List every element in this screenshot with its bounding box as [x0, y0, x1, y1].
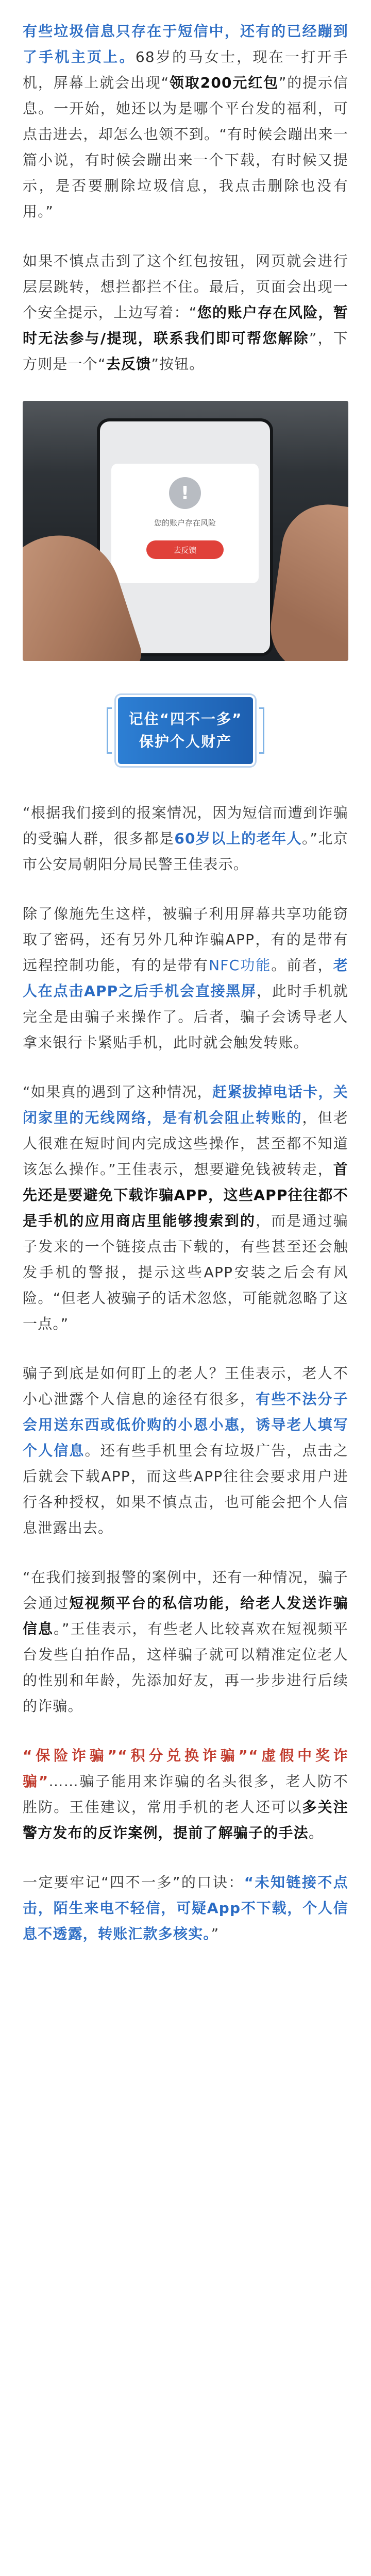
body-text: 如果不慎点击到了这个红包按钮，网页就会进行层层跳转，想拦都拦不住。最后，页面会出现一个安全提示，上边写着：“: [23, 252, 348, 321]
body-text: 。”王佳表示，有些老人比较喜欢在短视频平台发些自拍作品，这样骗子就可以精准定位老人的性别和年龄，先添加好友，再一步步进行后续的诈骗。: [23, 1620, 348, 1715]
bold-text: 短视频平台的私信功能，给老人发送诈骗信息: [23, 1595, 348, 1637]
paragraph-risk-prompt: [23, 248, 348, 377]
bold-text: 领取200元红包: [169, 74, 279, 91]
phone-photo: [23, 401, 348, 661]
paragraph-fraud-apps: [23, 901, 348, 1056]
body-text: 。还有些手机里会有垃圾广告，点击之后就会下载APP，而这些APP往往会要求用户进行各种授权，如果不慎点击，也可能会把个人信息泄露出去。: [23, 1442, 348, 1536]
body-text: ，但老人很难在短时间内完成这些操作，甚至都不知道该怎么操作。”王佳表示，想要避免钱被转走，: [23, 1109, 348, 1178]
body-text: “根据我们接到的报案情况，因为短信而遭到诈骗的受骗人群，很多都是: [23, 804, 348, 847]
paragraph-stop-transfer: [23, 1079, 348, 1337]
body-text: 除了像施先生这样，被骗子利用屏幕共享功能窃取了密码，还有另外几种诈骗APP，有的是带有远程控制功能，有的是带有: [23, 905, 348, 974]
body-text: 。: [308, 1824, 324, 1841]
paragraph-motto: [23, 1870, 348, 1947]
body-text: “在我们接到报警的案例中，还有一种情况，骗子会通过: [23, 1569, 348, 1612]
body-text: ，此时手机就完全是由骗子来操作了。后者，骗子会诱导老人拿来银行卡紧贴手机，此时就会触发转账。: [23, 982, 349, 1051]
body-text: 。前者，: [271, 957, 333, 974]
risk-dialog: [111, 464, 259, 583]
body-text: ……骗子能用来诈骗的名头很多，老人防不胜防。王佳建议，常用手机的老人还可以: [23, 1773, 348, 1816]
body-text: 。”北京市公安局朝阳分局民警王佳表示。: [23, 830, 348, 873]
body-text: 骗子到底是如何盯上的老人？王佳表示，老人不小心泄露个人信息的途径有很多，: [23, 1365, 348, 1408]
heading-line-1: 记住“四不一多”: [128, 710, 243, 727]
bracket-left-decoration: [107, 707, 112, 754]
section-heading-badge: [118, 697, 253, 764]
bold-text: 多关注警方发布的反诈案例，提前了解骗子的手法: [23, 1799, 348, 1841]
bracket-right-decoration: [259, 707, 264, 754]
bold-text: 您的账户存在风险，暂时无法参与/提现，联系我们即可帮您解除: [23, 304, 348, 347]
bold-text: 首先还是要避免下载诈骗APP，这些APP往往都不是手机的应用商店里能够搜索到的: [23, 1161, 348, 1229]
paragraph-victims: [23, 800, 348, 877]
warning-icon: !: [169, 477, 201, 509]
risk-dialog-text: 您的账户存在风险: [154, 518, 216, 528]
scam-types-text: “保险诈骗”“积分兑换诈骗”“虚假中奖诈骗”: [23, 1747, 348, 1790]
body-text: 一定要牢记“四不一多”的口诀：: [23, 1874, 244, 1891]
nfc-link[interactable]: NFC功能: [209, 957, 272, 974]
highlight-text: 赶紧拔掉电话卡，关闭家里的无线网络，是有机会阻止转账的: [23, 1083, 348, 1126]
highlight-text: 有些垃圾信息只存在于短信中，还有的已经蹦到了手机主页上。: [23, 23, 348, 65]
highlight-text: 60岁以上的老年人: [174, 830, 302, 847]
body-text: ”，下方则是一个“: [23, 330, 348, 372]
body-text: 68岁的马女士，现在一打开手机，屏幕上就会出现“: [23, 48, 348, 91]
body-text: ”: [211, 1925, 220, 1942]
body-text: “如果真的遇到了这种情况，: [23, 1083, 213, 1100]
body-text: ”的提示信息。一开始，她还以为是哪个平台发的福利，可点击进去，却怎么也领不到。“有时候会蹦出来一篇小说，有时候会蹦出来一个下载，有时候又提示，是否要删除垃圾信息，我点击删除也没有用。”: [23, 74, 348, 220]
highlight-text: “未知链接不点击，陌生来电不轻信，可疑App不下载，个人信息不透露，转账汇款多核实。: [23, 1874, 348, 1942]
paragraph-short-video: [23, 1565, 348, 1719]
heading-line-2: 保护个人财产: [139, 733, 232, 750]
bold-text: 去反馈: [106, 355, 151, 372]
feedback-button: 去反馈: [146, 540, 224, 559]
body-text: ，而是通过骗子发来的一个链接点击下载的，有些甚至还会触发手机的警报，提示这些APP安装之后会有风险。“但老人被骗子的话术忽悠，可能就忽略了这一点。”: [23, 1212, 348, 1332]
paragraph-spam-red-packet: [23, 19, 348, 225]
hand-fingers: [265, 499, 348, 661]
highlight-text: 老人在点击APP之后手机会直接黑屏: [23, 957, 348, 999]
highlight-text: 有些不法分子会用送东西或低价购的小恩小惠，诱导老人填写个人信息: [23, 1391, 348, 1459]
body-text: ”按钮。: [151, 355, 205, 372]
paragraph-scam-types: [23, 1743, 348, 1846]
section-heading: [23, 697, 348, 764]
paragraph-info-leak: [23, 1361, 348, 1541]
